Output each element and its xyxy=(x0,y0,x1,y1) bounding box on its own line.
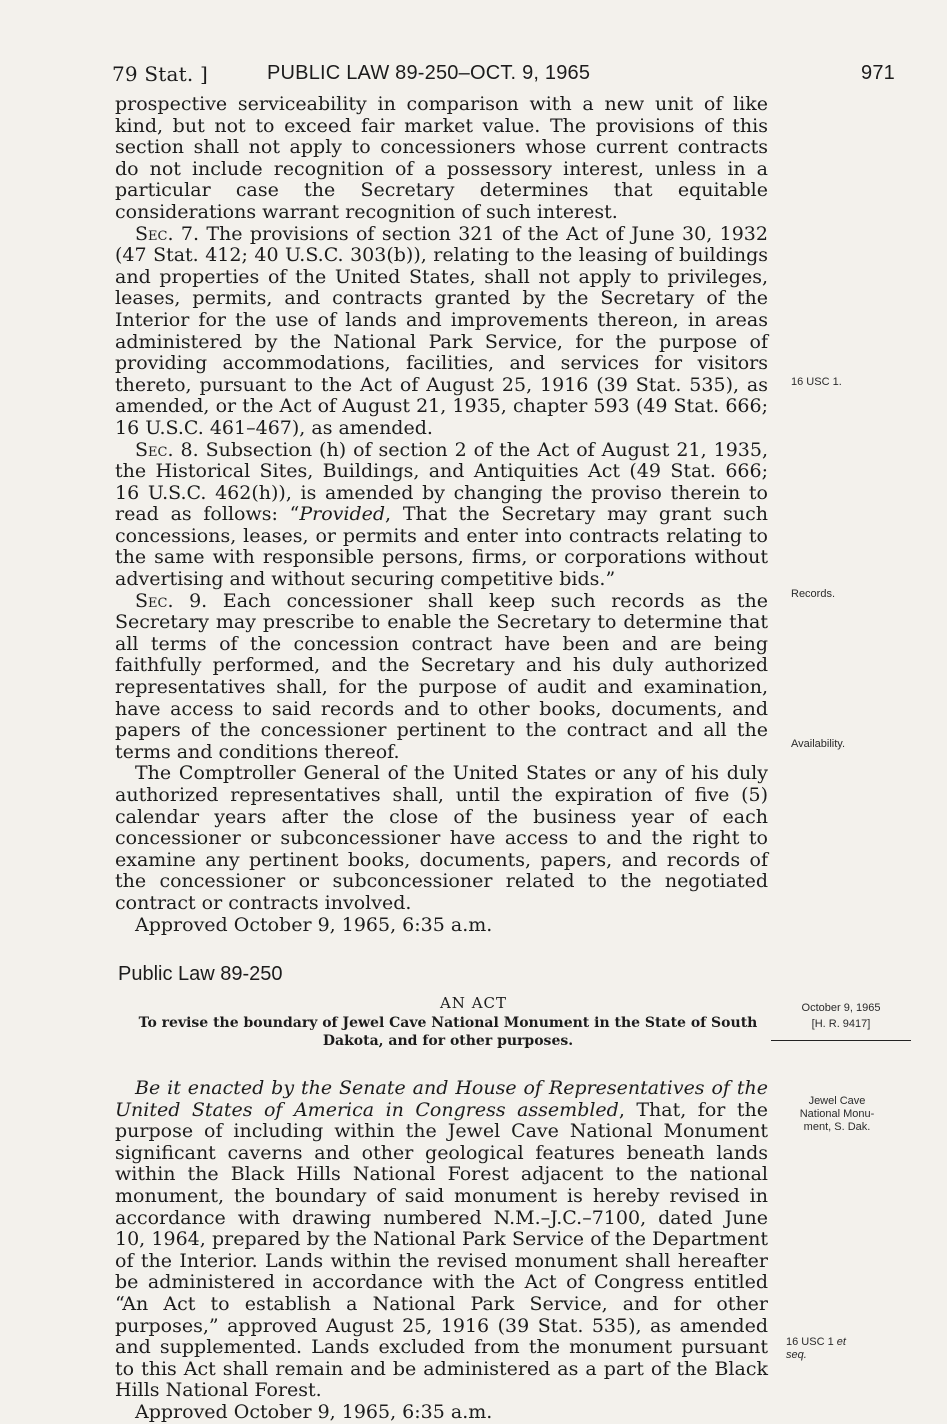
usc-seq-seq: seq. xyxy=(786,1349,807,1361)
section-9 xyxy=(115,591,768,764)
section-8-label: Sec. 8. xyxy=(135,438,199,461)
act-purpose: To revise the boundary of Jewel Cave National Monument in the State of South Dakota, and for other purposes. xyxy=(138,1015,758,1049)
margin-note-jewel-cave xyxy=(782,1095,892,1134)
approved-line-1: Approved October 9, 1965, 6:35 a.m. xyxy=(135,913,493,936)
act-body-text: , That, for the purpose of including within the Jewel Cave National Monument significant caverns and other geological features beneath lands within the Black Hills National Forest adjacent to the national monument, the boundary of said monument is hereby revised in accordance with drawing numbered N.M.–J.C.–7100, dated June 10, 1964, prepared by the National Park Service of the Department of the Interior. Lands within the revised monument shall hereafter be administered in accordance with the Act of Congress entitled “An Act to establish a National Park Service, and for other purposes,” approved August 25, 1916 (39 Stat. 535), as amended and supplemented. Lands excluded from the monument pursuant to this Act shall remain and be administered as a part of the Black Hills National Forest. xyxy=(115,1098,768,1402)
paragraph-continuation: prospective serviceability in comparison with a new unit of like kind, but not to exceed fair market value. The provisions of this section shall not apply to concessioners whose current contracts do not include recognition of a possessory interest, unless in a particular case the Secretary determines that equitable considerations warrant recognition of such interest. xyxy=(115,93,768,223)
usc-seq-text: 16 USC 1 xyxy=(786,1336,837,1348)
margin-note-records: Records. xyxy=(791,588,836,600)
margin-note-16usc-seq xyxy=(786,1336,926,1362)
lower-text-block xyxy=(115,1078,768,1424)
usc-seq-line-2 xyxy=(786,1349,926,1362)
margin-rule xyxy=(771,1040,911,1041)
public-law-heading: Public Law 89-250 xyxy=(118,963,283,985)
margin-note-16usc1: 16 USC 1. xyxy=(791,376,842,388)
page-number: 971 xyxy=(861,62,895,84)
an-act-heading: AN ACT xyxy=(439,994,508,1012)
section-8-text-b: , That the Secretary may grant such concessions, leases, or permits and enter into contracts relating to the same with responsible persons, firms, or corporations without advertising and without securing competitive bids.” xyxy=(115,503,768,591)
margin-note-availability: Availability. xyxy=(791,738,846,750)
section-8-text-a: Subsection (h) of section 2 of the Act of August 21, 1935, the Historical Sites, Buildings, and Antiquities Act (49 Stat. 666; 16 U.S.C. 462(h)), is amended by changing the proviso therein to read as follows: “ xyxy=(115,438,769,526)
approved-line-2: Approved October 9, 1965, 6:35 a.m. xyxy=(135,1400,493,1423)
section-7-label: Sec. 7. xyxy=(135,222,199,245)
margin-note-date: October 9, 1965 xyxy=(801,1002,881,1014)
usc-seq-et: et xyxy=(836,1336,846,1348)
upper-text-block xyxy=(115,94,768,936)
jewel-line-2: National Monu- xyxy=(799,1108,875,1120)
jewel-line-1: Jewel Cave xyxy=(808,1095,866,1107)
section-7-text: The provisions of section 321 of the Act of June 30, 1932 (47 Stat. 412; 40 U.S.C. 303(b)), relating to the leasing of buildings and properties of the United States, shall not apply to privileges, leases, permits, and contracts granted by the Secretary of the Interior for the use of lands and improvements thereon, in areas administered by the National Park Service, for the purpose of providing accommodations, facilities, and services for visitors thereto, pursuant to the Act of August 25, 1916 (39 Stat. 535), as amended, or the Act of August 21, 1935, chapter 593 (49 Stat. 666; 16 U.S.C. 461–467), as amended. xyxy=(115,222,768,439)
section-7 xyxy=(115,224,768,440)
usc-seq-line-1 xyxy=(786,1336,926,1349)
section-8-provided: Provided xyxy=(299,503,386,526)
header-statute-ref: 79 Stat. ] xyxy=(112,62,209,86)
comptroller-paragraph: The Comptroller General of the United States or any of his duly authorized representatives shall, until the expiration of five (5) calendar years after the close of the business year of each concessioner or subconcessioner have access to and the right to examine any pertinent books, documents, papers, and records of the concessioner or subconcessioner related to the negotiated contract or contracts involved. xyxy=(115,762,768,914)
section-9-text: Each concessioner shall keep such records as the Secretary may prescribe to enable the Secretary to determine that all terms of the concession contract have been and are being faithfully performed, and the Secretary and his duly authorized representatives shall, for the purpose of audit and examination, have access to said records and to other books, documents, and papers of the concessioner pertinent to the contract and all the terms and conditions thereof. xyxy=(115,589,768,763)
jewel-line-3: ment, S. Dak. xyxy=(803,1121,871,1133)
enacting-clause-paragraph xyxy=(115,1078,768,1402)
section-8 xyxy=(115,440,768,591)
enacting-clause: Be it enacted by the Senate and House of Representatives of the United States of America in Congress assembled xyxy=(115,1077,768,1121)
section-9-label: Sec. 9. xyxy=(135,589,208,612)
header-title: PUBLIC LAW 89-250–OCT. 9, 1965 xyxy=(267,62,591,84)
margin-note-bill: [H. R. 9417] xyxy=(811,1018,871,1030)
